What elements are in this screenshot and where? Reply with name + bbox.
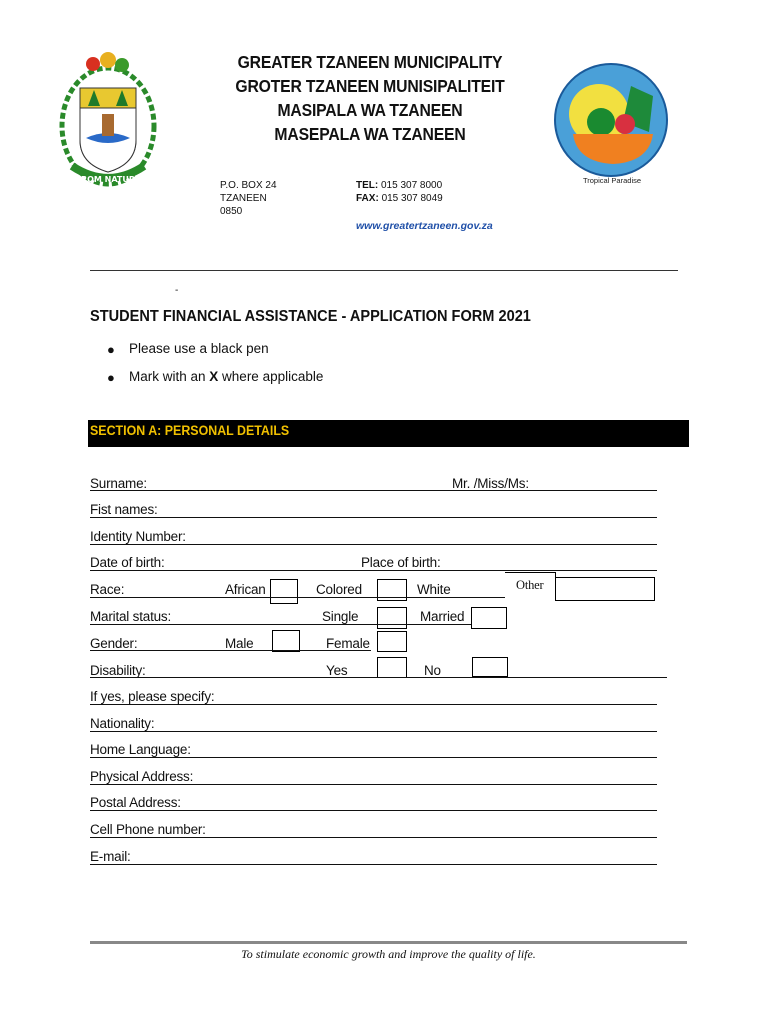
race-other-input[interactable] <box>555 577 655 601</box>
disability-yes-label: Yes <box>326 663 348 678</box>
marital-married-label: Married <box>420 609 465 624</box>
fax-value: 015 307 8049 <box>381 193 443 204</box>
bullet-icon: ● <box>107 370 115 385</box>
physical-address-field[interactable] <box>90 784 657 785</box>
marital-single-checkbox[interactable] <box>377 607 407 629</box>
race-colored-label: Colored <box>316 582 362 597</box>
race-white-label: White <box>417 582 451 597</box>
form-title: STUDENT FINANCIAL ASSISTANCE - APPLICATION FORM 2021 <box>90 308 531 325</box>
gender-field <box>90 650 371 651</box>
municipality-title-block <box>217 50 523 146</box>
instruction-1: Please use a black pen <box>129 341 269 356</box>
address-line: TZANEEN <box>220 193 267 204</box>
section-a-label: SECTION A: PERSONAL DETAILS <box>90 423 290 438</box>
gender-label: Gender: <box>90 636 138 651</box>
title-line-1: GREATER TZANEEN MUNICIPALITY <box>237 52 503 72</box>
id-number-field[interactable] <box>90 544 657 545</box>
marital-field <box>90 624 471 625</box>
disability-specify-field[interactable] <box>90 704 657 705</box>
gender-female-label: Female <box>326 636 370 651</box>
disability-specify-label: If yes, please specify: <box>90 689 215 704</box>
website-link[interactable]: www.greatertzaneen.gov.za <box>356 220 493 232</box>
race-field <box>90 597 510 598</box>
instruction-2: Mark with an X where applicable <box>129 369 324 384</box>
footer-divider <box>90 941 687 944</box>
tel-value: 015 307 8000 <box>381 180 443 191</box>
header-divider <box>90 270 678 271</box>
disability-field <box>90 677 667 678</box>
svg-text:FROM NATURE: FROM NATURE <box>75 175 141 184</box>
pob-label: Place of birth: <box>361 555 441 570</box>
logo-caption: Tropical Paradise <box>582 176 642 185</box>
nationality-label: Nationality: <box>90 716 155 731</box>
nationality-field[interactable] <box>90 731 657 732</box>
disability-label: Disability: <box>90 663 146 678</box>
tropical-paradise-logo <box>553 62 669 178</box>
postal-address-field[interactable] <box>90 810 657 811</box>
title-line-4: MASEPALA WA TZANEEN <box>274 124 466 144</box>
contact-block <box>356 179 443 205</box>
postal-address-label: Postal Address: <box>90 795 181 810</box>
title-line-3: MASIPALA WA TZANEEN <box>277 100 463 120</box>
surname-label: Surname: <box>90 476 147 491</box>
bullet-icon: ● <box>107 342 115 357</box>
race-african-label: African <box>225 582 266 597</box>
first-names-label: Fist names: <box>90 502 158 517</box>
home-language-label: Home Language: <box>90 742 191 757</box>
disability-yes-checkbox[interactable] <box>377 657 407 678</box>
title-label: Mr. /Miss/Ms: <box>452 476 529 491</box>
title-line-2: GROTER TZANEEN MUNISIPALITEIT <box>235 76 505 96</box>
first-names-field[interactable] <box>90 517 657 518</box>
dob-label: Date of birth: <box>90 555 165 570</box>
municipal-crest-logo <box>58 48 158 196</box>
disability-no-checkbox[interactable] <box>472 657 508 677</box>
email-field[interactable] <box>90 864 657 865</box>
marital-single-label: Single <box>322 609 359 624</box>
surname-field[interactable] <box>90 490 657 491</box>
tel-label: TEL: <box>356 180 379 191</box>
home-language-field[interactable] <box>90 757 657 758</box>
marital-label: Marital status: <box>90 609 172 624</box>
postal-address-block <box>220 179 277 218</box>
address-line: 0850 <box>220 206 243 217</box>
physical-address-label: Physical Address: <box>90 769 194 784</box>
email-label: E-mail: <box>90 849 131 864</box>
race-label: Race: <box>90 582 125 597</box>
stray-dash: - <box>175 285 179 296</box>
race-other-label: Other <box>516 578 544 592</box>
disability-no-label: No <box>424 663 441 678</box>
dob-field[interactable] <box>90 570 657 571</box>
gender-female-checkbox[interactable] <box>377 631 407 652</box>
marital-married-checkbox[interactable] <box>471 607 507 629</box>
fax-label: FAX: <box>356 193 379 204</box>
footer-slogan: To stimulate economic growth and improve the quality of life. <box>241 947 536 961</box>
gender-male-label: Male <box>225 636 254 651</box>
gender-male-checkbox[interactable] <box>272 630 300 652</box>
address-line: P.O. BOX 24 <box>220 180 277 191</box>
cell-phone-label: Cell Phone number: <box>90 822 206 837</box>
cell-phone-field[interactable] <box>90 837 657 838</box>
id-number-label: Identity Number: <box>90 529 186 544</box>
race-african-checkbox[interactable] <box>270 579 298 604</box>
